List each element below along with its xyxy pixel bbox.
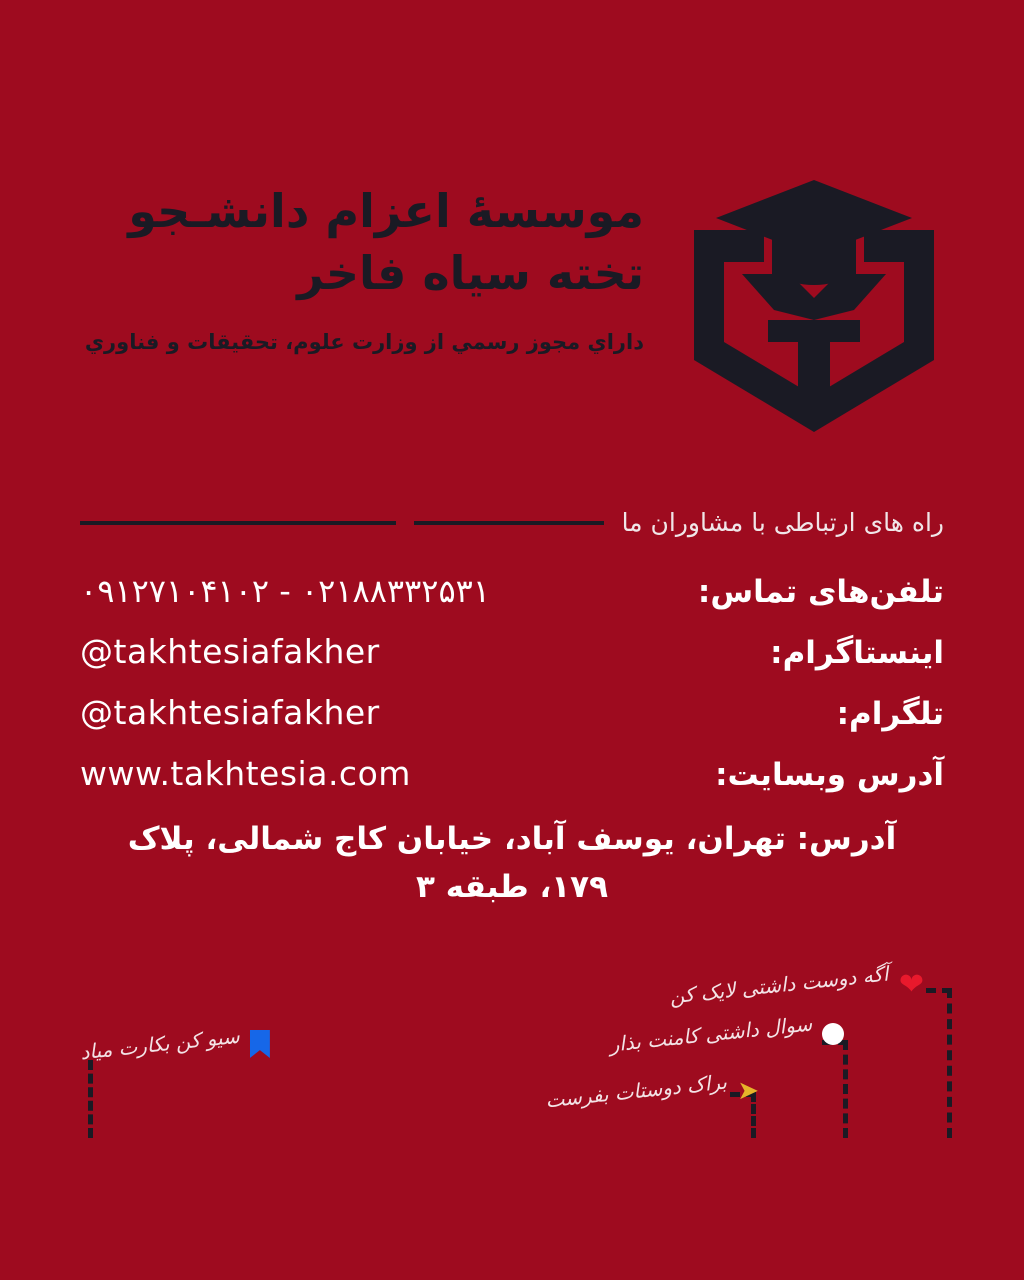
cta-like[interactable]: [668, 961, 924, 1009]
dashed-bracket-4: [88, 1060, 93, 1138]
cta-like-label: آگه دوست داشتی لایک کن: [668, 961, 890, 1009]
bookmark-icon: [250, 1030, 270, 1058]
page-subtitle: داراي مجوز رسمي از وزارت علوم، تحقيقات و فناوري: [84, 330, 644, 355]
dashed-bracket-1-top: [926, 988, 952, 993]
title-block: [60, 180, 644, 354]
page-title-line-1: موسسهٔ اعزام دانشـجو: [128, 184, 644, 238]
cta-save[interactable]: [79, 1023, 270, 1065]
cta-comment-label: سوال داشتی کامنت بذار: [607, 1011, 813, 1057]
office-address: آدرس: تهران، یوسف آباد، خیابان کاج شمالی، پلاک ۱۷۹، طبقه ۳: [127, 821, 897, 906]
contact-value-instagram[interactable]: @takhtesiafakher: [80, 632, 380, 671]
dashed-bracket-1: [947, 988, 952, 1138]
divider-line-right: [414, 521, 604, 525]
cta-comment[interactable]: [607, 1011, 844, 1057]
contact-value-website[interactable]: www.takhtesia.com: [80, 754, 411, 793]
cta-send[interactable]: [544, 1069, 759, 1113]
section-divider-label: راه های ارتباطی با مشاوران ما: [621, 508, 944, 537]
contact-row-telegram: [80, 693, 944, 732]
dashed-bracket-2: [843, 1040, 848, 1138]
call-to-action-area: [0, 960, 1024, 1180]
poster-header: [0, 170, 1024, 440]
comment-icon: [822, 1023, 844, 1045]
contact-row-phone: [80, 572, 944, 610]
contact-row-instagram: [80, 632, 944, 671]
contact-row-website: [80, 754, 944, 793]
section-divider: [80, 508, 944, 537]
cta-send-label: براک دوستات بفرست: [544, 1069, 728, 1113]
divider-line-left: [80, 521, 396, 525]
contact-label-telegram: تلگرام:: [836, 696, 944, 732]
graduation-cap-shield-logo: [664, 170, 964, 440]
contact-value-phone[interactable]: ۰۲۱۸۸۳۳۲۵۳۱ - ۰۹۱۲۷۱۰۴۱۰۲: [80, 572, 491, 610]
cta-save-label: سیو کن بکارت میاد: [79, 1023, 241, 1065]
contact-value-telegram[interactable]: @takhtesiafakher: [80, 693, 380, 732]
contact-label-website: آدرس وبسایت:: [715, 757, 944, 793]
page-title-line-2: تخته سیاه فاخر: [297, 246, 644, 301]
contact-label-instagram: اینستاگرام:: [770, 635, 944, 671]
send-icon: ➤: [737, 1076, 759, 1106]
heart-icon: ❤: [898, 967, 924, 1002]
contact-list: [80, 572, 944, 911]
contact-label-phone: تلفن‌های تماس:: [697, 574, 944, 610]
